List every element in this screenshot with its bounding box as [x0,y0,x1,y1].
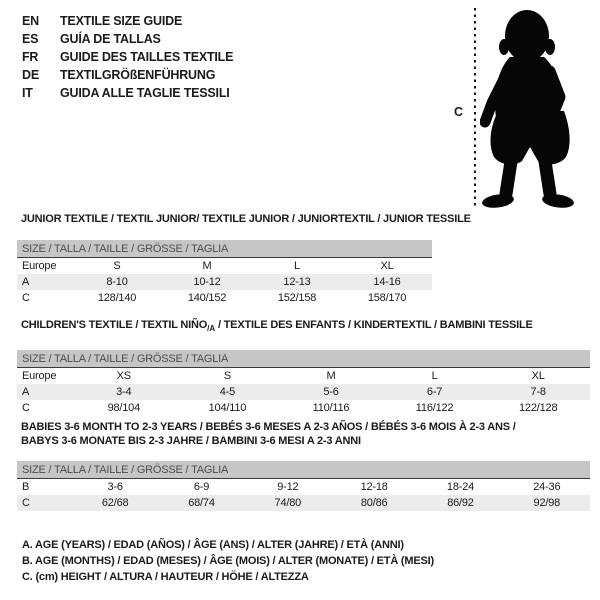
size-cell: 86/92 [417,495,503,511]
size-cell: 62/68 [72,495,158,511]
size-cell: XL [531,370,545,383]
language-title: GUIDE DES TAILLES TEXTILE [60,50,234,64]
size-cell: M [326,370,336,383]
size-header-row [17,350,590,368]
size-cell: 14-16 [342,274,432,290]
size-header-row [17,461,590,479]
baby-figure [0,0,600,215]
size-cell: 6-7 [383,384,487,400]
childrens-textile-section [17,318,590,416]
size-cell: 68/74 [158,495,244,511]
title-prefix: CHILDREN'S TEXTILE / TEXTIL NIÑO [21,319,208,331]
table-row-europe [17,258,432,275]
size-cell: 140/152 [187,292,227,304]
table-row-height [17,495,590,511]
size-cell: 6-9 [193,481,210,493]
size-header-bar: SIZE / TALLA / TAILLE / GRÖSSE / TAGLIA [17,350,590,368]
table-row-age [17,274,432,290]
size-cell: 80/86 [331,495,417,511]
footnotes-block [22,537,434,585]
junior-size-table [17,240,432,306]
size-cell: 128/140 [97,292,137,304]
size-cell: 74/80 [245,495,331,511]
size-header-row [17,240,432,258]
language-code: EN [22,14,39,28]
table-row-europe [17,368,590,385]
junior-textile-section [17,212,471,306]
size-cell: 4-5 [176,384,280,400]
size-cell: 116/122 [415,402,454,415]
footnote-a: A. AGE (YEARS) / EDAD (AÑOS) / ÂGE (ANS) / ALTER (JAHRE) / ETÀ (ANNI) [22,539,404,551]
table-row-age-months [17,479,590,496]
childrens-table-title [21,318,590,336]
size-cell: L [294,260,300,272]
size-cell: S [113,260,121,272]
row-label: A [17,274,72,290]
row-label: B [22,481,30,493]
row-label: Europe [22,260,57,272]
size-cell: 3-4 [72,384,176,400]
size-cell: L [431,370,438,383]
size-header-bar: SIZE / TALLA / TAILLE / GRÖSSE / TAGLIA [17,240,432,258]
title-suffix: / TEXTILE DES ENFANTS / KINDERTEXTIL / BAMBINI TESSILE [215,319,533,331]
babies-table-title-line1: BABIES 3-6 MONTH TO 2-3 YEARS / BEBÉS 3-6 MESES A 2-3 AÑOS / BÉBÉS 3-6 MOIS À 2-3 ANS / [21,421,516,433]
babies-table-title-line2: BABYS 3-6 MONATE BIS 2-3 JAHRE / BAMBINI 3-6 MESI A 2-3 ANNI [21,435,361,447]
size-cell: 18-24 [446,481,475,493]
table-row-height [17,400,590,416]
language-title: TEXTILGRÖßENFÜHRUNG [60,68,216,82]
size-cell: 12-18 [360,481,388,493]
baby-silhouette-icon [480,5,600,215]
footnote-b: B. AGE (MONTHS) / EDAD (MESES) / ÂGE (MOIS) / ALTER (MONATE) / ETÀ (MESI) [22,555,434,567]
language-code: IT [22,86,33,100]
title-subscript: /A [207,324,216,334]
size-cell: 9-12 [277,481,299,493]
row-label: Europe [22,370,57,383]
size-cell: M [202,260,212,272]
size-cell: 10-12 [162,274,252,290]
size-cell: 110/116 [312,402,350,415]
language-code: DE [22,68,39,82]
language-code: FR [22,50,39,64]
language-title: TEXTILE SIZE GUIDE [60,14,183,28]
size-cell: 92/98 [504,495,590,511]
babies-textile-section [17,420,590,511]
size-cell: 12-13 [252,274,342,290]
row-label: A [17,384,72,400]
language-code: ES [22,32,39,46]
size-cell: 7-8 [486,384,590,400]
size-cell: 24-36 [533,481,561,493]
size-cell: 5-6 [279,384,383,400]
size-cell: 152/158 [277,292,317,304]
size-cell: 158/170 [367,292,407,304]
size-header-bar: SIZE / TALLA / TAILLE / GRÖSSE / TAGLIA [17,461,590,479]
footnote-c: C. (cm) HEIGHT / ALTURA / HAUTEUR / HÖHE / ALTEZZA [22,571,309,583]
table-row-height [17,290,432,306]
row-label: C [22,402,30,415]
size-cell: 122/128 [519,402,558,415]
height-dashed-line [474,8,476,206]
babies-size-table [17,461,590,511]
size-cell: S [223,370,231,383]
row-label: C [17,495,72,511]
size-cell: 98/104 [107,402,141,415]
junior-table-title: JUNIOR TEXTILE / TEXTIL JUNIOR/ TEXTILE JUNIOR / JUNIORTEXTIL / JUNIOR TESSILE [21,213,471,225]
height-measure-label: C [454,105,463,119]
row-label: C [22,292,30,304]
childrens-size-table [17,350,590,416]
language-title: GUÍA DE TALLAS [60,32,161,46]
language-title: GUIDA ALLE TAGLIE TESSILI [60,86,230,100]
table-row-age [17,384,590,400]
size-cell: 3-6 [107,481,123,493]
size-cell: 104/110 [208,402,247,415]
spacer [17,448,590,461]
size-cell: XS [116,370,131,383]
size-cell: 8-10 [72,274,162,290]
size-cell: XL [380,260,394,272]
